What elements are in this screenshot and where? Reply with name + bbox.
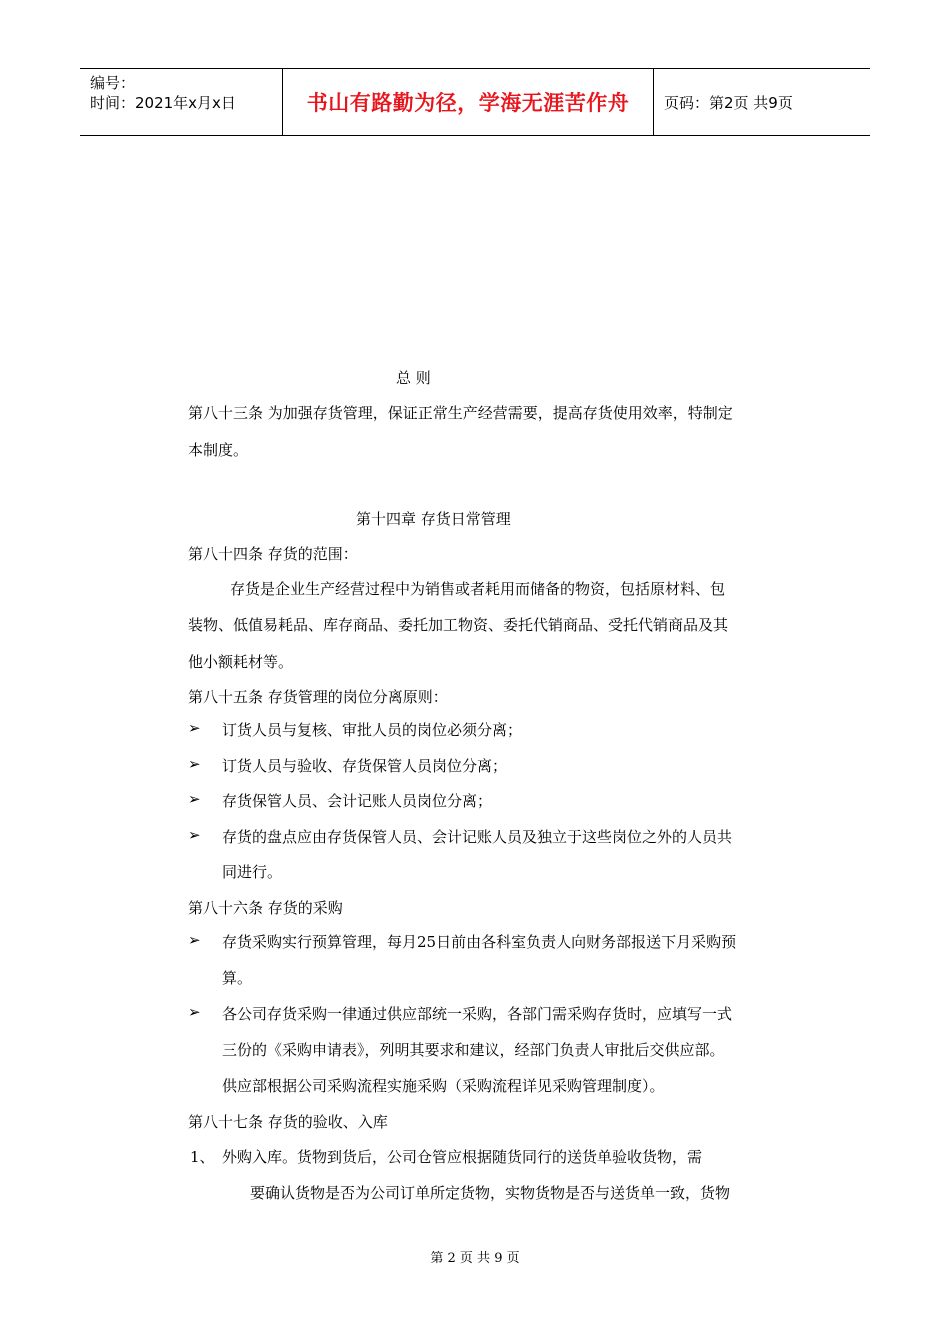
article-83-line-1: 第八十三条 为加强存货管理，保证正常生产经营需要，提高存货使用效率，特制定 (188, 404, 733, 422)
list-item (188, 719, 810, 741)
article-85-line-1: 第八十五条 存货管理的岗位分离原则： (188, 688, 448, 706)
article-86-bullet-2-line-1: 各公司存货采购一律通过供应部统一采购，各部门需采购存货时，应填写一式 (222, 1005, 733, 1023)
list-item (188, 790, 810, 812)
article-85-bullet-3: 存货保管人员、会计记账人员岗位分离； (222, 792, 493, 810)
list-item (188, 1003, 810, 1103)
number-label: 编号： (90, 74, 136, 92)
article-87-item-1-line-2: 要确认货物是否为公司订单所定货物，实物货物是否与送货单一致，货物 (250, 1184, 731, 1202)
article-86-line-1: 第八十六条 存货的采购 (188, 899, 343, 917)
article-83-line-2: 本制度。 (188, 441, 249, 459)
general-title: 总 则 (396, 369, 431, 387)
list-item (188, 755, 810, 777)
header-table (80, 68, 870, 136)
article-84-line-1: 第八十四条 存货的范围： (188, 545, 358, 563)
arrow-bullet-icon: ➢ (188, 826, 201, 844)
article-85-bullet-2: 订货人员与验收、存货保管人员岗位分离； (222, 757, 508, 775)
arrow-bullet-icon: ➢ (188, 719, 201, 737)
list-item (188, 1146, 810, 1206)
article-85-bullet-1: 订货人员与复核、审批人员的岗位必须分离； (222, 721, 523, 739)
article-84-para-1: 存货是企业生产经营过程中为销售或者耗用而储备的物资，包括原材料、包 (230, 580, 726, 598)
page-footer: 第 2 页 共 9 页 (430, 1251, 520, 1266)
article-85-bullet-4-line-1: 存货的盘点应由存货保管人员、会计记账人员及独立于这些岗位之外的人员共 (222, 828, 733, 846)
list-item (188, 931, 810, 991)
article-86-bullet-1-line-1: 存货采购实行预算管理，每月25日前由各科室负责人向财务部报送下月采购预 (222, 933, 737, 951)
article-86-bullet-1-line-2: 算。 (222, 969, 253, 987)
arrow-bullet-icon: ➢ (188, 1003, 201, 1021)
article-84-para-2: 装物、低值易耗品、库存商品、委托加工物资、委托代销商品、受托代销商品及其 (188, 616, 729, 634)
arrow-bullet-icon: ➢ (188, 790, 201, 808)
article-85-bullet-4-line-2: 同进行。 (222, 863, 283, 881)
arrow-bullet-icon: ➢ (188, 931, 201, 949)
article-86-bullet-2-line-2: 三份的《采购申请表》，列明其要求和建议，经部门负责人审批后交供应部。 (222, 1041, 725, 1059)
time-label: 时间：2021年x月x日 (90, 94, 236, 112)
article-84-para-3: 他小额耗材等。 (188, 653, 294, 671)
header-meta (80, 69, 282, 135)
item-number: 1、 (190, 1148, 215, 1166)
list-item (188, 826, 810, 886)
article-86-bullet-2-line-3: 供应部根据公司采购流程实施采购（采购流程详见采购管理制度）。 (222, 1077, 665, 1095)
header-motto: 书山有路勤为径，学海无涯苦作舟 (282, 69, 654, 135)
chapter-14-title: 第十四章 存货日常管理 (356, 510, 511, 528)
arrow-bullet-icon: ➢ (188, 755, 201, 773)
article-87-item-1-line-1: 外购入库。货物到货后，公司仓管应根据随货同行的送货单验收货物，需 (222, 1148, 703, 1166)
header-page-info: 页码：第2页 共9页 (664, 93, 793, 112)
article-87-line-1: 第八十七条 存货的验收、入库 (188, 1113, 388, 1131)
